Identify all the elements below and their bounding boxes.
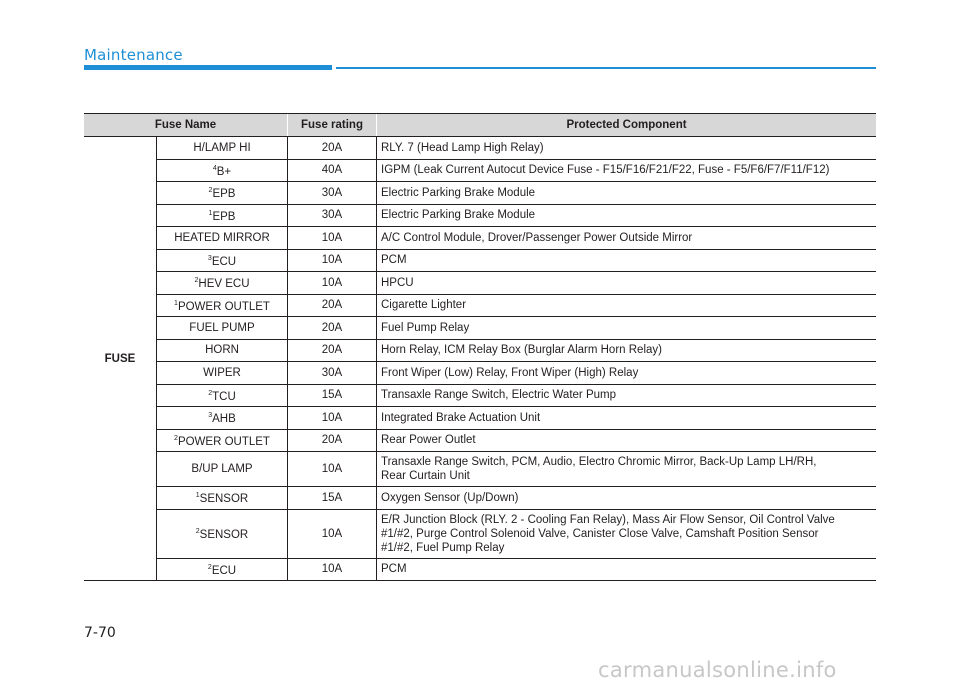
fuse-name: SENSOR (199, 493, 249, 506)
component-line: E/R Junction Block (RLY. 2 - Cooling Fan Relay), Mass Air Flow Sensor, Oil Control Valve (381, 513, 835, 526)
fuse-rating-cell: 10A (288, 407, 377, 430)
fuse-name-cell (157, 339, 288, 362)
title-underline-thin (336, 67, 876, 69)
watermark: carmanualsonline.info (598, 658, 837, 682)
component-line: #1/#2, Purge Control Solenoid Valve, Canister Close Valve, Camshaft Position Sensor (381, 527, 819, 540)
fuse-rating-cell: 15A (288, 487, 377, 510)
protected-component-cell: Electric Parking Brake Module (377, 204, 877, 227)
protected-component-cell: RLY. 7 (Head Lamp High Relay) (377, 137, 877, 160)
column-header-fuse-name: Fuse Name (84, 114, 288, 137)
table-row (84, 137, 876, 160)
fuse-name-cell (157, 204, 288, 227)
protected-component-cell: Transaxle Range Switch, Electric Water Pump (377, 384, 877, 407)
fuse-rating-cell: 10A (288, 227, 377, 250)
fuse-name-cell (157, 249, 288, 272)
fuse-name: B+ (216, 165, 232, 178)
footnote-marker: 2 (174, 434, 178, 442)
table-row (84, 509, 876, 558)
fuse-name: B/UP LAMP (191, 463, 253, 475)
fuse-name-cell (157, 558, 288, 581)
fuse-name: ECU (211, 255, 237, 268)
fuse-rating-cell: 15A (288, 384, 377, 407)
footnote-marker: 2 (208, 187, 213, 195)
fuse-name-cell (157, 137, 288, 160)
footnote-marker: 4 (212, 164, 217, 172)
table-header-row (84, 114, 876, 137)
fuse-rating-cell: 20A (288, 339, 377, 362)
footnote-marker: 2 (207, 563, 212, 571)
protected-component-cell: Horn Relay, ICM Relay Box (Burglar Alarm Horn Relay) (377, 339, 877, 362)
fuse-name: WIPER (203, 366, 241, 379)
component-line: Transaxle Range Switch, PCM, Audio, Electro Chromic Mirror, Back-Up Lamp LH/RH, (381, 456, 817, 468)
protected-component-cell: Fuel Pump Relay (377, 317, 877, 340)
fuse-name-cell (157, 317, 288, 340)
fuse-name-cell (157, 159, 288, 182)
fuse-name: SENSOR (199, 529, 249, 541)
page-number: 7-70 (84, 625, 116, 641)
protected-component-cell: IGPM (Leak Current Autocut Device Fuse - F15/F16/F21/F22, Fuse - F5/F6/F7/F11/F12) (377, 159, 877, 182)
fuse-name: H/LAMP HI (193, 141, 251, 154)
category-cell: FUSE (84, 137, 157, 581)
component-line: Rear Curtain Unit (381, 470, 470, 482)
fuse-name: ECU (211, 564, 237, 577)
table-row (84, 362, 876, 385)
protected-component-cell: Integrated Brake Actuation Unit (377, 407, 877, 430)
fuse-name: FUEL PUMP (189, 321, 255, 334)
fuse-table (84, 113, 876, 581)
fuse-rating-cell: 30A (288, 362, 377, 385)
fuse-rating-cell: 30A (288, 204, 377, 227)
fuse-rating-cell: 40A (288, 159, 377, 182)
table-row (84, 487, 876, 510)
table-row (84, 384, 876, 407)
protected-component-cell: A/C Control Module, Drover/Passenger Power Outside Mirror (377, 227, 877, 250)
fuse-name-cell (157, 294, 288, 317)
table-row (84, 429, 876, 452)
column-header-protected-component: Protected Component (377, 114, 877, 137)
fuse-name-cell (157, 487, 288, 510)
protected-component-cell: Rear Power Outlet (377, 429, 877, 452)
fuse-table-body (84, 137, 876, 581)
table-row (84, 204, 876, 227)
protected-component-cell (377, 452, 877, 487)
footnote-marker: 2 (194, 277, 199, 285)
table-row (84, 407, 876, 430)
column-header-fuse-rating: Fuse rating (288, 114, 377, 137)
protected-component-cell: Electric Parking Brake Module (377, 182, 877, 205)
footnote-marker: 3 (208, 412, 213, 420)
footnote-marker: 2 (195, 528, 200, 535)
table-row (84, 452, 876, 487)
footnote-marker: 1 (208, 209, 213, 217)
fuse-name-cell (157, 452, 288, 487)
fuse-rating-cell: 10A (288, 509, 377, 558)
table-row (84, 558, 876, 581)
fuse-name-cell (157, 429, 288, 452)
table-row (84, 227, 876, 250)
protected-component-cell: PCM (377, 249, 877, 272)
fuse-name: EPB (212, 210, 236, 223)
table-row (84, 182, 876, 205)
fuse-name: HEV ECU (198, 278, 250, 291)
section-title: Maintenance (84, 46, 183, 64)
fuse-rating-cell: 10A (288, 558, 377, 581)
fuse-rating-cell: 10A (288, 249, 377, 272)
fuse-name-cell (157, 384, 288, 407)
fuse-name-cell (157, 407, 288, 430)
fuse-rating-cell: 30A (288, 182, 377, 205)
fuse-rating-cell: 20A (288, 317, 377, 340)
protected-component-cell: PCM (377, 558, 877, 581)
fuse-rating-cell: 20A (288, 137, 377, 160)
fuse-name: HORN (205, 344, 239, 357)
footnote-marker: 1 (195, 492, 200, 500)
footnote-marker: 3 (207, 254, 212, 262)
table-row (84, 272, 876, 295)
table-row (84, 249, 876, 272)
fuse-rating-cell: 10A (288, 452, 377, 487)
fuse-name-cell (157, 272, 288, 295)
protected-component-cell: Front Wiper (Low) Relay, Front Wiper (High) Relay (377, 362, 877, 385)
fuse-name-cell (157, 227, 288, 250)
fuse-name: AHB (212, 413, 236, 426)
footnote-marker: 1 (174, 299, 178, 307)
fuse-rating-cell: 10A (288, 272, 377, 295)
protected-component-cell: Oxygen Sensor (Up/Down) (377, 487, 877, 510)
protected-component-cell: Cigarette Lighter (377, 294, 877, 317)
table-row (84, 294, 876, 317)
component-line: #1/#2, Fuel Pump Relay (381, 541, 505, 554)
table-row (84, 317, 876, 340)
fuse-rating-cell: 20A (288, 429, 377, 452)
footnote-marker: 2 (208, 389, 213, 397)
fuse-rating-cell: 20A (288, 294, 377, 317)
protected-component-cell (377, 509, 877, 558)
table-row (84, 339, 876, 362)
fuse-name: POWER OUTLET (177, 435, 270, 448)
fuse-name: TCU (212, 390, 236, 403)
fuse-name: EPB (212, 188, 236, 201)
fuse-name: HEATED MIRROR (174, 231, 270, 244)
title-underline-thick (84, 65, 332, 70)
fuse-name-cell (157, 509, 288, 558)
table-row (84, 159, 876, 182)
protected-component-cell: HPCU (377, 272, 877, 295)
fuse-name: POWER OUTLET (177, 300, 270, 313)
fuse-name-cell (157, 182, 288, 205)
fuse-name-cell (157, 362, 288, 385)
